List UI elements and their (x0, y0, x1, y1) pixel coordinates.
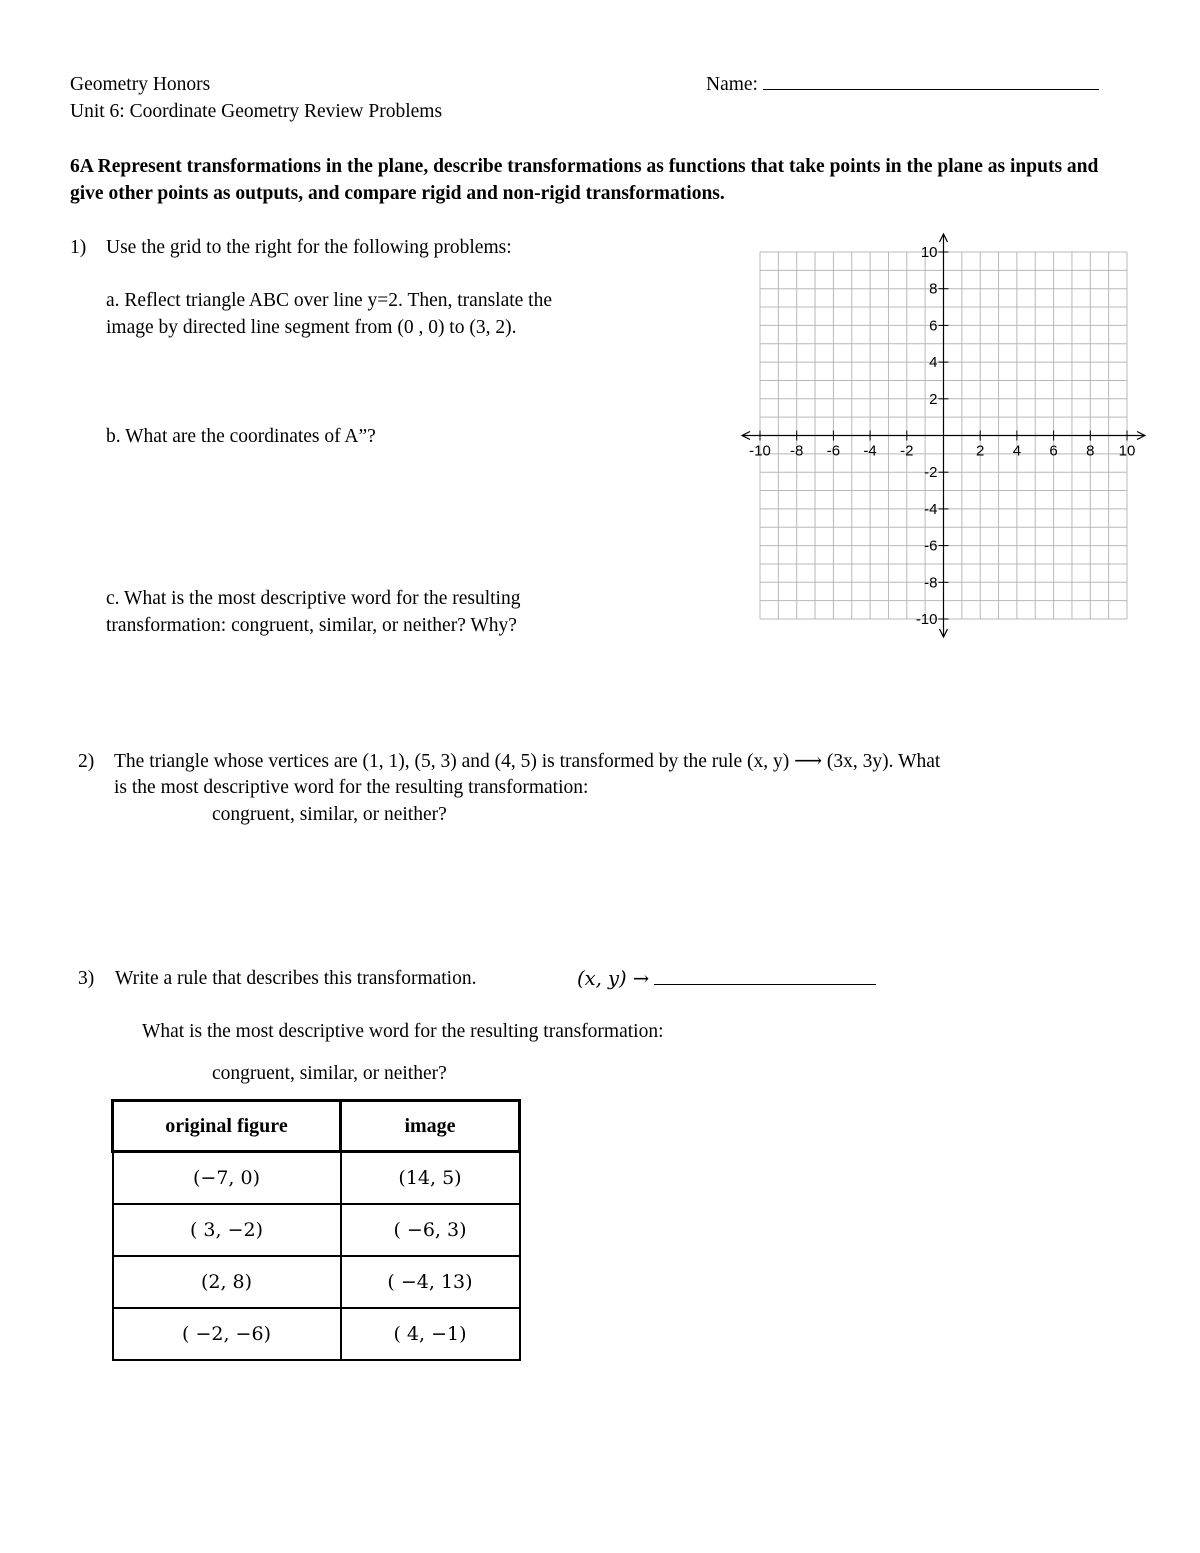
y-tick-label: 6 (929, 317, 938, 335)
x-axis-tick-labels (749, 443, 1135, 460)
y-tick-label: -6 (924, 537, 938, 555)
table-header-row (113, 1101, 520, 1152)
image-point: ( 4, −1) (341, 1308, 520, 1360)
y-tick-label: -8 (924, 574, 938, 592)
image-point: ( −4, 13) (341, 1256, 520, 1308)
y-tick-label: -10 (915, 611, 938, 628)
unit-title: Unit 6: Coordinate Geometry Review Problems (70, 101, 443, 122)
problem3-rule[interactable] (577, 967, 876, 991)
x-tick-label: -6 (826, 442, 841, 460)
problem1c-line1: c. What is the most descriptive word for the resulting (106, 588, 521, 609)
header-original-figure: original figure (113, 1101, 341, 1152)
header-image: image (341, 1101, 520, 1152)
problem3-number: 3) (78, 968, 95, 989)
y-tick-label: 8 (929, 280, 938, 298)
original-point: (−7, 0) (113, 1152, 341, 1205)
coordinate-grid (735, 228, 1155, 648)
problem3-prompt: Write a rule that describes this transformation. (115, 968, 477, 989)
standard-heading: 6A Represent transformations in the plane, describe transformations as functions that take points in the plane as inputs and give other points as outputs, and compare rigid and non-rigid transformations. (70, 156, 1099, 204)
problem1c-line2: transformation: congruent, similar, or neither? Why? (106, 615, 517, 636)
original-point: ( −2, −6) (113, 1308, 341, 1360)
problem2-line2: is the most descriptive word for the resulting transformation: (114, 777, 589, 798)
x-tick-label: 10 (1118, 442, 1136, 460)
x-tick-label: -10 (749, 442, 771, 460)
table-row (113, 1152, 520, 1205)
x-tick-label: 2 (976, 442, 985, 460)
problem1a-line1: a. Reflect triangle ABC over line y=2. Then, translate the (106, 290, 553, 311)
x-tick-label: -4 (863, 442, 877, 460)
problem3-options: congruent, similar, or neither? (212, 1063, 447, 1084)
name-label: Name: (706, 74, 758, 95)
image-point: ( −6, 3) (341, 1204, 520, 1256)
name-blank[interactable] (763, 75, 1099, 90)
problem2-line1: The triangle whose vertices are (1, 1), (5, 3) and (4, 5) is transformed by the rule (x, y) ⟶ (3x, 3y). What (114, 751, 941, 772)
axes (742, 234, 1145, 637)
original-point: (2, 8) (113, 1256, 341, 1308)
table-row (113, 1204, 520, 1256)
problem3-question: What is the most descriptive word for the resulting transformation: (142, 1021, 664, 1042)
transformation-table (111, 1099, 521, 1361)
problem1a-line2: image by directed line segment from (0 , 0) to (3, 2). (106, 317, 517, 338)
image-point: (14, 5) (341, 1152, 520, 1205)
problem2-number: 2) (78, 751, 95, 772)
y-tick-label: 2 (929, 390, 938, 408)
y-tick-label: 4 (929, 354, 938, 372)
course-title: Geometry Honors (70, 74, 211, 95)
original-point: ( 3, −2) (113, 1204, 341, 1256)
table-row (113, 1308, 520, 1360)
x-tick-label: -8 (790, 442, 804, 460)
problem2-options: congruent, similar, or neither? (212, 804, 447, 825)
x-tick-label: 8 (1086, 442, 1095, 460)
y-tick-label: -2 (924, 464, 938, 482)
x-tick-label: 6 (1049, 442, 1058, 460)
x-tick-label: 4 (1012, 442, 1022, 460)
rule-expression: (x, y) → (577, 967, 650, 990)
rule-blank[interactable] (654, 970, 876, 985)
problem1b: b. What are the coordinates of A”? (106, 426, 376, 447)
y-tick-label: -4 (924, 500, 938, 518)
problem1-intro: Use the grid to the right for the following problems: (106, 237, 512, 258)
name-field[interactable] (706, 73, 1099, 96)
x-tick-label: -2 (900, 442, 914, 460)
problem1-number: 1) (70, 237, 87, 258)
table-row (113, 1256, 520, 1308)
y-tick-label: 10 (920, 244, 938, 261)
